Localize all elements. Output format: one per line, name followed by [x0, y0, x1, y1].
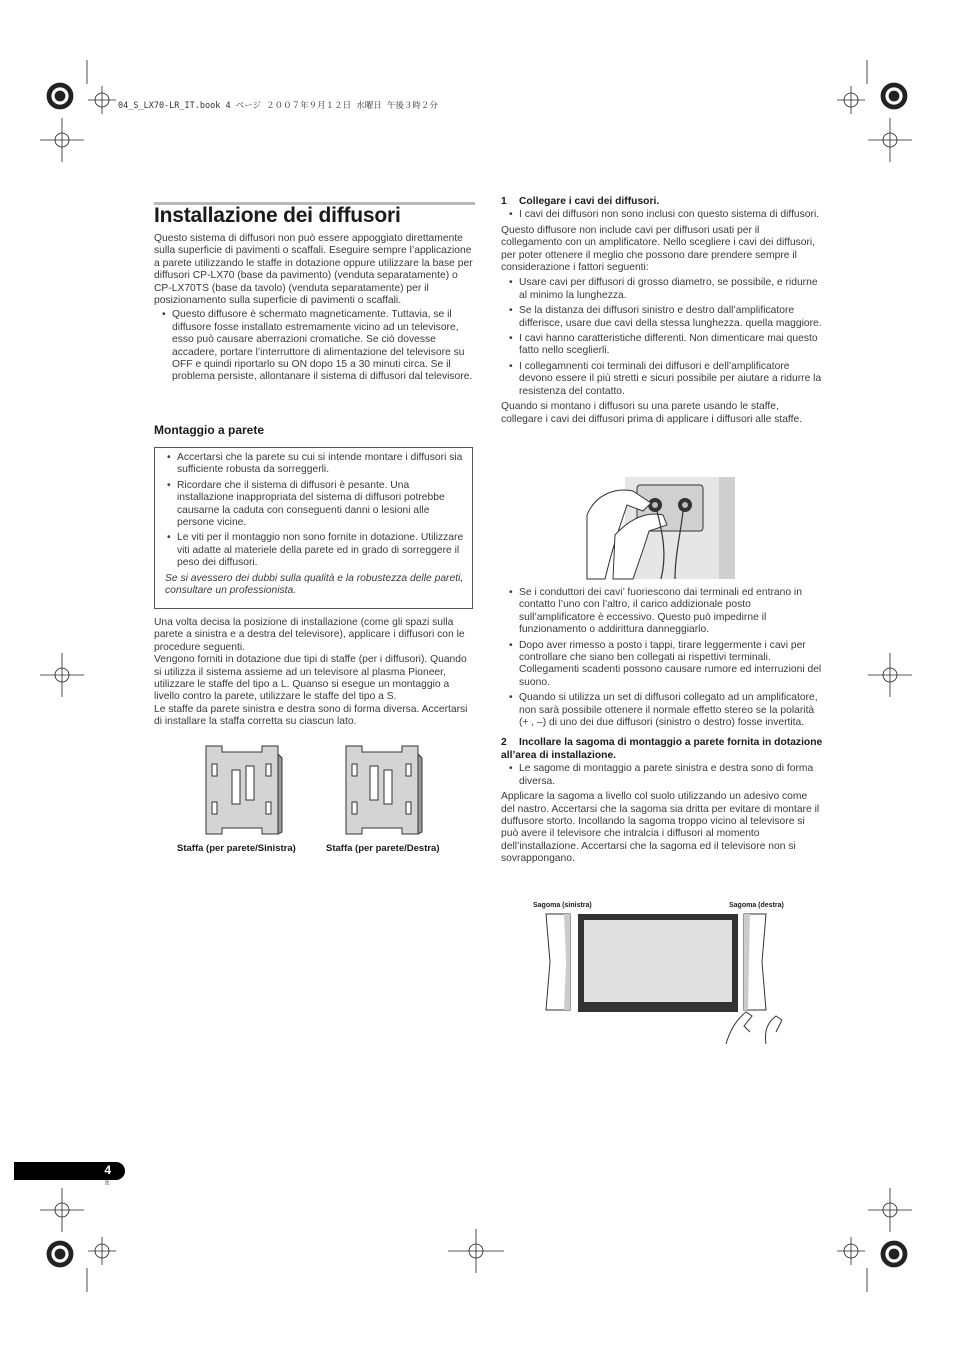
intro-section — [154, 233, 475, 387]
step-1-bullet: • I cavi dei diffusori non sono inclusi con questo sistema di diffusori. — [501, 209, 823, 221]
crosshair-bottom-right-upper — [868, 1188, 912, 1232]
label-template-right: Sagoma (destra) — [729, 902, 784, 909]
corner-target-top-right — [881, 83, 907, 109]
cable-bullet: • Usare cavi per diffusori di grosso diametro, se possibile, e ridurne al minimo la lunghezza. — [501, 277, 823, 302]
subheading-wall-mount: Montaggio a parete — [154, 423, 265, 437]
intro-paragraph: Questo sistema di diffusori non può essere appoggiato direttamente sulla superficie di pavimenti o scaffali. Eseguire sempre l’applicazione a parete utilizzando le staffe in dotazione oppure utilizzare la base per diffusori CP-LX70 (base da pavimento) (venduta separatamente) o CP-LX70TS (base da tavolo) (venduta separatamente) per il posizionamento sulla superficie di pavimenti o scaffali. — [154, 233, 473, 307]
speaker-terminal-illustration — [585, 475, 737, 580]
caution-box — [154, 447, 473, 609]
paragraph-position: Una volta decisa la posizione di installazione (come gli spazi sulla parete a sinistra e a destra del televisore), applicare i diffusori con le procedure seguenti. — [154, 617, 465, 653]
wall-mount-text — [154, 617, 475, 729]
right-column-middle — [501, 587, 823, 866]
step-1-bullets — [501, 209, 823, 221]
crosshair-bottom-right — [837, 1237, 865, 1265]
page-title: Installazione dei diffusori — [154, 204, 401, 227]
crosshair-top-right-lower — [868, 118, 912, 162]
crosshair-mid-left — [40, 653, 84, 697]
crosshair-top-right — [837, 86, 865, 114]
step-2-bullets — [501, 763, 823, 788]
crosshair-mid-right — [868, 653, 912, 697]
step-2-title: Incollare la sagoma di montaggio a parete fornita in dotazione all’area di installazione. — [501, 737, 823, 761]
corner-target-bottom-right — [881, 1241, 907, 1267]
crosshair-bottom-left — [88, 1237, 116, 1265]
crosshair-bottom-center — [448, 1229, 504, 1273]
caution-item: • Accertarsi che la parete su cui si intende montare i diffusori sia sufficiente robusta da sorreggerli. — [159, 452, 464, 477]
crosshair-bottom-left-upper — [40, 1188, 84, 1232]
bracket-left-illustration — [200, 742, 284, 837]
connection-bullets — [501, 587, 823, 729]
paragraph-mount-order: Quando si montano i diffusori su una parete usando le staffe, collegare i cavi dei diffusori prima di applicare i diffusori alle staffe. — [501, 401, 803, 425]
language-code: It — [105, 1180, 109, 1187]
caution-item: • Ricordare che il sistema di diffusori è pesante. Una installazione inappropriata del sistema di diffusori potrebbe causarne la caduta con conseguenti danni o lesioni alle persone vicine. — [159, 480, 464, 530]
step-2-bullet: • Le sagome di montaggio a parete sinistra e destra sono di forma diversa. — [501, 763, 823, 788]
step-2-heading — [501, 737, 823, 762]
intro-bullet-list — [154, 309, 475, 383]
bracket-right-illustration — [340, 742, 424, 837]
template-tv-illustration — [540, 910, 790, 1050]
right-column-top — [501, 196, 823, 426]
corner-target-top-left — [47, 83, 73, 109]
step-1-title: Collegare i cavi dei diffusori. — [519, 196, 660, 207]
connection-bullet: • Quando si utilizza un set di diffusori collegato ad un amplificatore, non sarà possibile ottenere il normale effetto stereo se la polarità (+ , –) di uno dei due diffusori (sinistro o destro) fosse invertita. — [501, 692, 823, 729]
caption-bracket-right: Staffa (per parete/Destra) — [326, 843, 440, 854]
cable-bullet: • I collegamnenti coi terminali dei diffusori e dell’amplificatore devono essere il più stretti e sicuri possibile per aiutare a ridurre la resistenza del contatto. — [501, 361, 823, 398]
connection-bullet: • Dopo aver rimesso a posto i tappi, tirare leggermente i cavi per controllare che siano ben collegati ai rispettivi terminali. Collegamenti scadenti possono causare rumore ed interruzioni del suono. — [501, 640, 823, 690]
caption-bracket-left: Staffa (per parete/Sinistra) — [177, 843, 296, 854]
step-2-number: 2 — [501, 737, 507, 749]
page-number: 4 — [104, 1163, 111, 1177]
paragraph-cables: Questo diffusore non include cavi per diffusori usati per il collegamento con un amplificatore. Nello scegliere i cavi dei diffusori, per poter ottenere il meglio che possono dare prendere sempre il considerazione i fattori seguenti: — [501, 224, 816, 274]
corner-target-bottom-left — [47, 1241, 73, 1267]
caution-italic-note: Se si avessero dei dubbi sulla qualità e la robustezza delle pareti, consultare un professionista. — [165, 572, 464, 597]
label-template-left: Sagoma (sinistra) — [533, 902, 592, 909]
step-1-heading — [501, 196, 823, 208]
caution-list — [159, 452, 464, 570]
step-1-number: 1 — [501, 196, 507, 207]
print-header: 04_S_LX70-LR_IT.book 4 ページ ２００７年９月１２日 水曜日 午後３時２分 — [118, 101, 438, 111]
cable-bullet: • I cavi hanno caratteristiche differenti. Non dimenticare mai questo fatto nello sceglierli. — [501, 333, 823, 358]
paragraph-template: Applicare la sagoma a livello col suolo utilizzando un adesivo come del nastro. Accertarsi che la sagoma sia dritta per evitare di montare il duffusore storto. Incollando la sagoma troppo vicino al televisore si può avere il televisore che intralcia i diffusori al momento dell’installazione. Accertarsi che la sagoma ed il televisore non si sovrappongano. — [501, 791, 820, 865]
cable-bullet: • Se la distanza dei diffusori sinistro e destro dall’amplificatore differisce, usare due cavi della stessa lunghezza. quella maggiore. — [501, 305, 823, 330]
paragraph-left-right: Le staffe da parete sinistra e destra sono di forma diversa. Accertarsi di installare la staffa corretta su ciascun lato. — [154, 703, 468, 728]
intro-bullet: • Questo diffusore è schermato magneticamente. Tuttavia, se il diffusore fosse installato estremamente vicino ad un televisore, esso può causare aberrazioni cromatiche. Se ciò dovesse accadere, portare l’interruttore di alimentazione del televisore su OFF e quindi riportarlo su ON dopo 15 a 30 minuti circa. Se il problema persiste, allontanare il sistema di diffusori dal televisore. — [154, 309, 475, 383]
crosshair-top-left-lower — [40, 118, 84, 162]
cable-bullets — [501, 277, 823, 398]
paragraph-bracket-types: Vengono forniti in dotazione due tipi di staffe (per i diffusori). Quando si utilizza il sistema assieme ad un televisore al plasma Pioneer, utilizzare le staffe del tipo a L. Quanso si esegue un montaggio a livello contro la parete, utilizzare le staffe del tipo a S. — [154, 654, 467, 703]
crosshair-top-left — [88, 86, 116, 114]
connection-bullet: • Se i conduttori dei cavi’ fuoriescono dai terminali ed entrano in contatto l’uno con l’altro, il carico addizionale posto sull’amplificatore è eccessivo. Questo può impedirne il funzionamento o addirittura danneggiarlo. — [501, 587, 823, 637]
caution-item: • Le viti per il montaggio non sono fornite in dotazione. Utilizzare viti adatte al materiele della parete ed in grado di sorreggere il peso dei diffusori. — [159, 532, 464, 569]
